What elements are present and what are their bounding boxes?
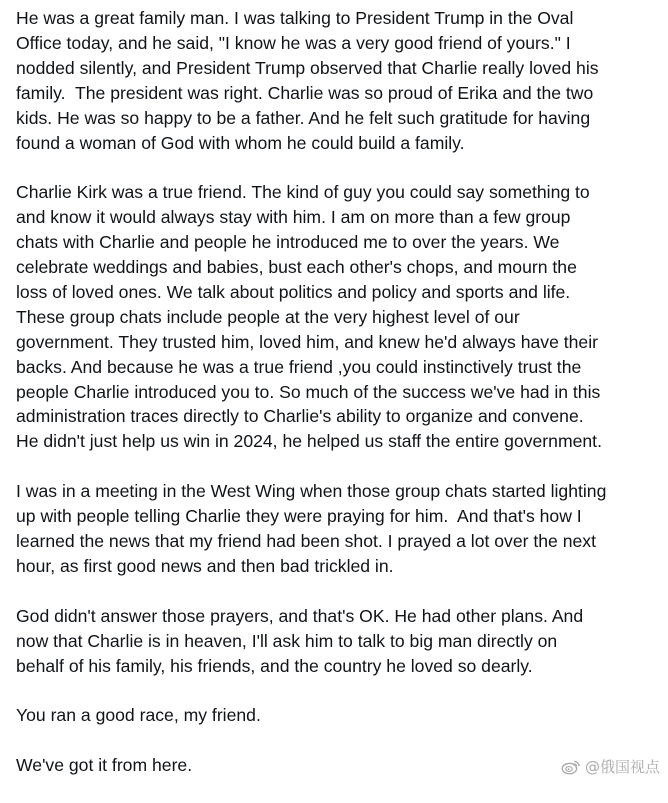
- text-line: family. The president was right. Charlie was so proud of Erika and the two: [16, 82, 594, 103]
- text-line: We've got it from here.: [16, 755, 193, 776]
- post-body: [16, 6, 666, 803]
- text-line: loss of loved ones. We talk about politics and policy and sports and life.: [16, 281, 571, 302]
- text-line: He didn't just help us win in 2024, he helped us staff the entire government.: [16, 431, 602, 452]
- text-line: Office today, and he said, "I know he was a very good friend of yours." I: [16, 32, 571, 53]
- watermark-text: @俄国视点: [584, 758, 660, 776]
- text-line: You ran a good race, my friend.: [16, 705, 261, 726]
- paragraph-2: [16, 180, 666, 454]
- text-line: found a woman of God with whom he could build a family.: [16, 132, 465, 153]
- text-line: administration traces directly to Charlie's ability to organize and convene.: [16, 406, 584, 427]
- paragraph-3: [16, 479, 666, 579]
- weibo-logo-icon: [561, 759, 581, 775]
- paragraph-4: [16, 604, 666, 679]
- text-line: He was a great family man. I was talking to President Trump in the Oval: [16, 8, 574, 28]
- text-line: now that Charlie is in heaven, I'll ask him to talk to big man directly on: [16, 630, 558, 651]
- text-line: learned the news that my friend had been shot. I prayed a lot over the next: [16, 531, 596, 551]
- text-line: up with people telling Charlie they were praying for him. And that's how I: [16, 506, 582, 527]
- watermark: [561, 756, 660, 777]
- text-line: government. They trusted him, loved him, and knew he'd always have their: [16, 331, 598, 352]
- text-line: These group chats include people at the very highest level of our: [16, 306, 520, 327]
- text-line: backs. And because he was a true friend ,you could instinctively trust the: [16, 356, 582, 377]
- text-line: God didn't answer those prayers, and that's OK. He had other plans. And: [16, 605, 584, 626]
- text-line: celebrate weddings and babies, bust each other's chops, and mourn the: [16, 257, 577, 278]
- text-line: Charlie Kirk was a true friend. The kind of guy you could say something to: [16, 182, 590, 203]
- paragraph-5: [16, 703, 666, 728]
- text-line: kids. He was so happy to be a father. And he felt such gratitude for having: [16, 107, 591, 128]
- text-line: I was in a meeting in the West Wing when those group chats started lighting: [16, 481, 607, 502]
- text-line: chats with Charlie and people he introduced me to over the years. We: [16, 232, 560, 253]
- text-line: hour, as first good news and then bad trickled in.: [16, 555, 394, 576]
- text-line: behalf of his family, his friends, and the country he loved so dearly.: [16, 655, 533, 676]
- text-line: nodded silently, and President Trump observed that Charlie really loved his: [16, 57, 599, 78]
- paragraph-1: [16, 6, 666, 155]
- text-line: people Charlie introduced you to. So much of the success we've had in this: [16, 381, 601, 402]
- text-line: and know it would always stay with him. I am on more than a few group: [16, 207, 571, 228]
